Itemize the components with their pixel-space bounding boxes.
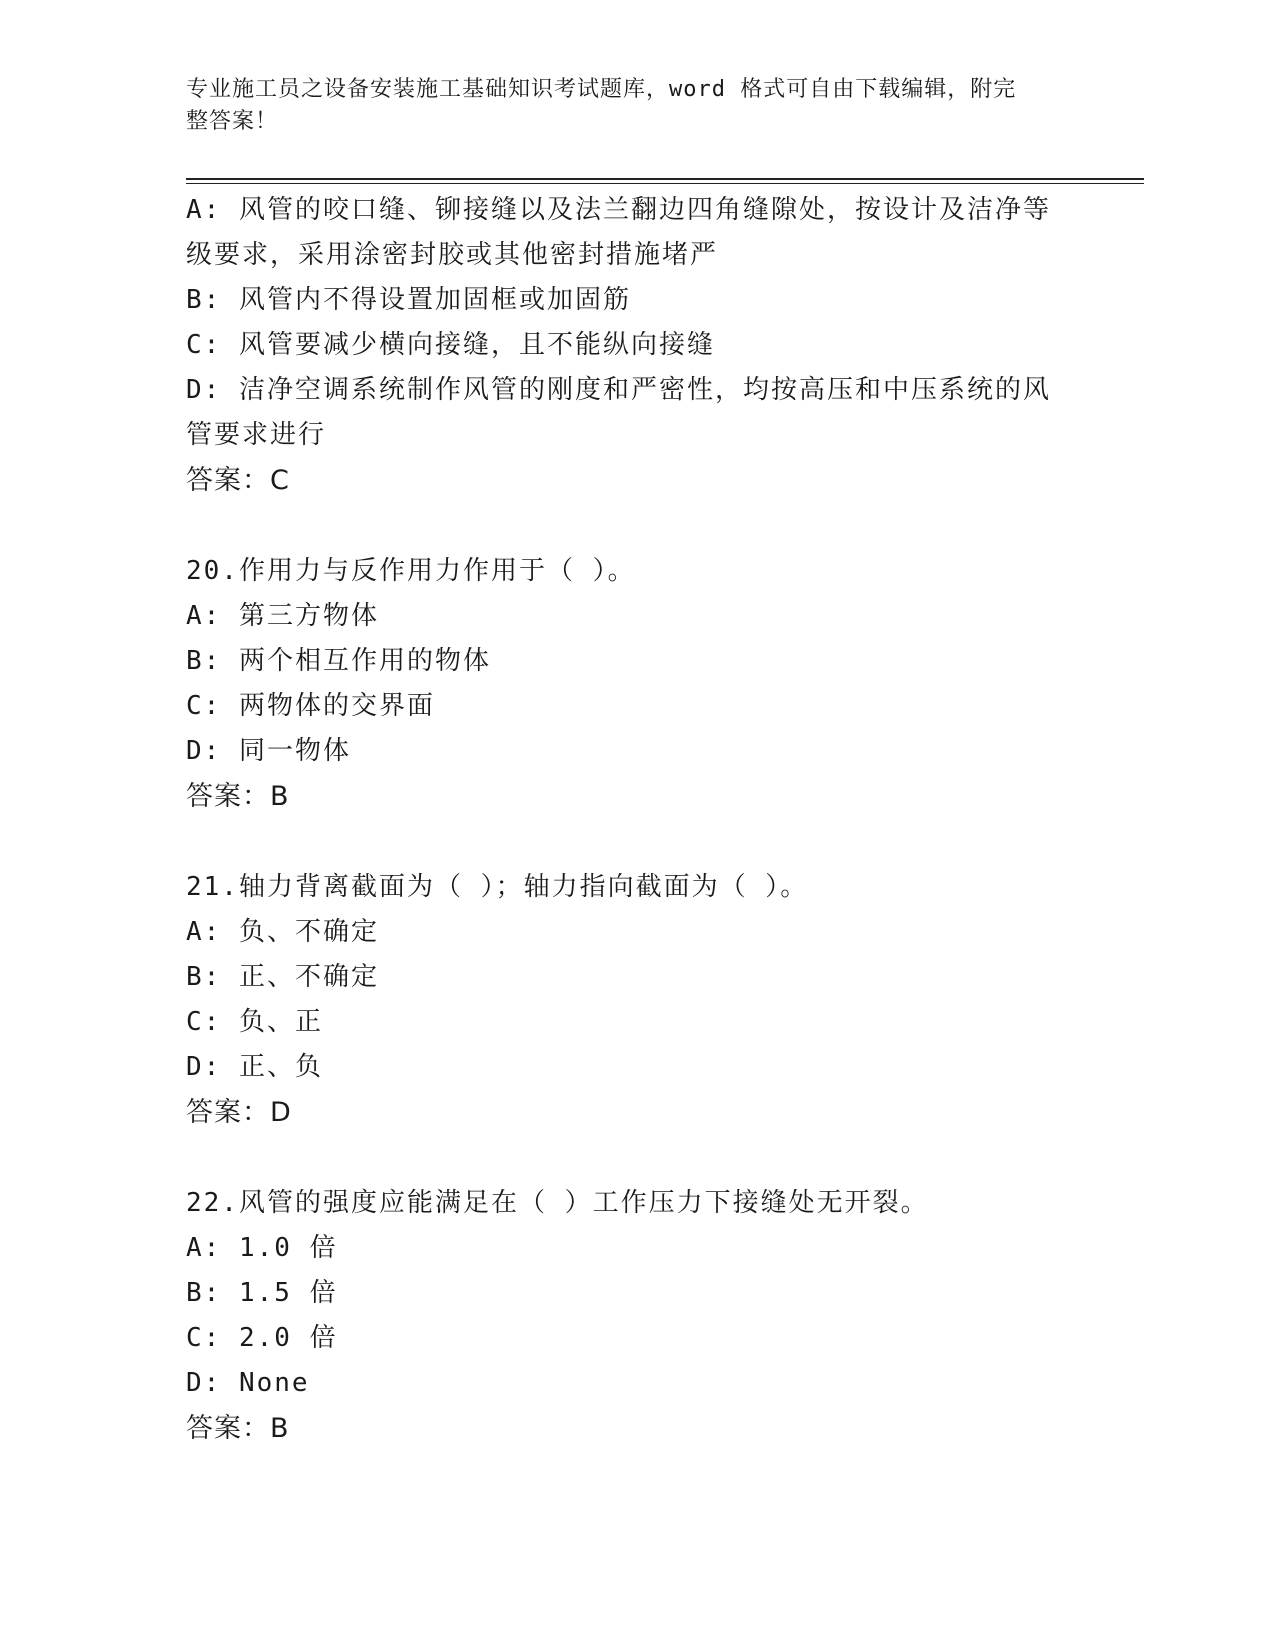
- question-stem: 20.作用力与反作用力作用于（ ）。: [186, 556, 636, 586]
- question-list: [186, 188, 1086, 1451]
- option-d: D: 同一物体: [186, 736, 351, 766]
- answer: 答案：C: [186, 465, 290, 496]
- option-b: B: 正、不确定: [186, 962, 379, 992]
- option-c: C: 两物体的交界面: [186, 691, 435, 721]
- option-b: B: 风管内不得设置加固框或加固筋: [186, 285, 631, 315]
- option-b: B: 1.5 倍: [186, 1278, 338, 1308]
- question-block-prev: [186, 188, 1086, 503]
- option-a: A: 负、不确定: [186, 917, 379, 947]
- option-a-line-1: A: 风管的咬口缝、铆接缝以及法兰翻边四角缝隙处，按设计及洁净等: [186, 195, 1051, 225]
- spacer: [186, 1135, 1086, 1181]
- spacer: [186, 503, 1086, 549]
- option-c: C: 2.0 倍: [186, 1323, 338, 1353]
- option-b: B: 两个相互作用的物体: [186, 646, 491, 676]
- question-block-20: [186, 549, 1086, 819]
- header-line-1: 专业施工员之设备安装施工基础知识考试题库，word 格式可自由下载编辑，附完: [186, 77, 1017, 102]
- option-d: D: 正、负: [186, 1052, 323, 1082]
- option-c: C: 负、正: [186, 1007, 323, 1037]
- option-d-line-1: D: 洁净空调系统制作风管的刚度和严密性，均按高压和中压系统的风: [186, 375, 1051, 405]
- answer: 答案：D: [186, 1097, 292, 1128]
- answer: 答案：B: [186, 1413, 290, 1444]
- question-stem: 22.风管的强度应能满足在（ ）工作压力下接缝处无开裂。: [186, 1188, 929, 1218]
- option-a: A: 1.0 倍: [186, 1233, 338, 1263]
- option-a-line-2: 级要求，采用涂密封胶或其他密封措施堵严: [186, 240, 719, 270]
- answer: 答案：B: [186, 781, 290, 812]
- header-divider-thin: [186, 183, 1144, 184]
- header-divider-thick: [186, 178, 1144, 180]
- question-block-21: [186, 865, 1086, 1135]
- header-line-2: 整答案！: [186, 109, 279, 134]
- option-a: A: 第三方物体: [186, 601, 379, 631]
- document-header: [186, 74, 1066, 138]
- question-block-22: [186, 1181, 1086, 1451]
- question-stem: 21.轴力背离截面为（ ）；轴力指向截面为（ ）。: [186, 872, 809, 902]
- option-d-line-2: 管要求进行: [186, 420, 327, 450]
- option-c: C: 风管要减少横向接缝，且不能纵向接缝: [186, 330, 715, 360]
- option-d: D: None: [186, 1368, 310, 1398]
- spacer: [186, 819, 1086, 865]
